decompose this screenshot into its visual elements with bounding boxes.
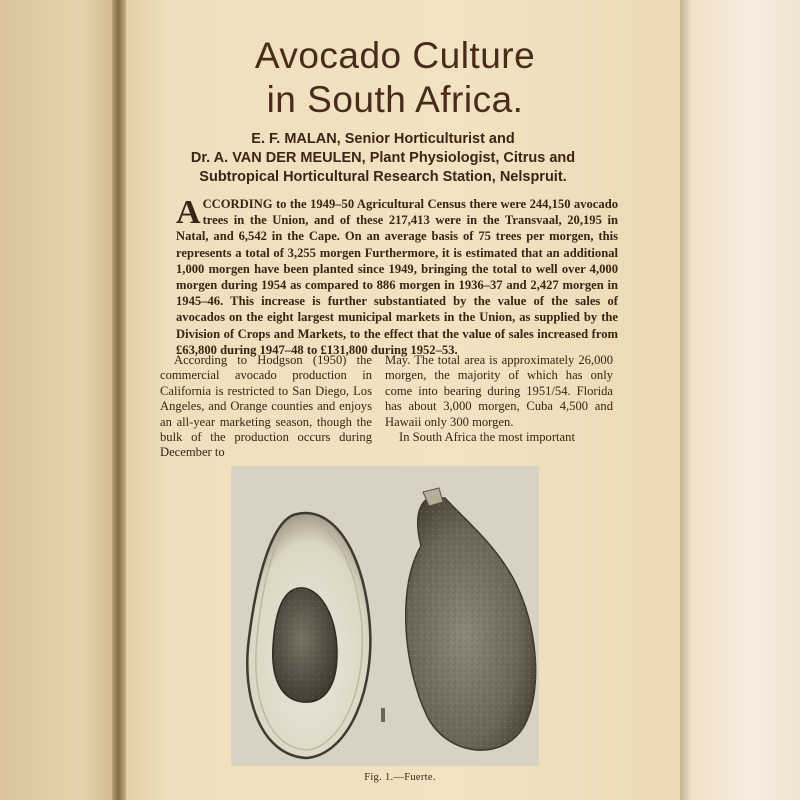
drop-cap: A — [176, 194, 201, 231]
authors-line-3: Subtropical Horticultural Research Station, Nelspruit. — [199, 169, 567, 185]
right-page-edge — [680, 0, 800, 800]
article-authors — [148, 130, 618, 187]
left-page — [0, 0, 118, 800]
intro-text: CCORDING to the 1949–50 Agricultural Census there were 244,150 avocado trees in the Union, and of these 217,413 were in the Transvaal, 20,195 in Natal, and 6,542 in the Cape. On an average basis of 75 trees per morgen, this represents a total of 3,255 morgen Furthermore, it is estimated that an additional 1,000 morgen have been planted since 1949, bringing the total to well over 4,000 morgen during 1954 as compared to 886 morgen in 1936–37 and 2,427 morgen in 1945–46. This increase is further substantiated by the value of the sales of avocados on the eight largest municipal markets in the Union, as supplied by the Division of Crops and Markets, to the effect that the value of sales increased from £63,800 during 1947–48 to £131,800 during 1952–53. — [176, 197, 618, 357]
intro-paragraph — [176, 196, 618, 358]
article-title — [160, 34, 630, 122]
authors-line-1: E. F. MALAN, Senior Horticulturist and — [251, 131, 515, 147]
title-line-2: in South Africa. — [266, 79, 524, 120]
body-column-left: According to Hodgson (1950) the commercial avocado production in California is restricted to San Diego, Los Angeles, and Orange counties and enjoys an all-year marketing season, though the bulk of the production occurs during December to — [160, 353, 372, 460]
authors-line-2: Dr. A. VAN DER MEULEN, Plant Physiologist, Citrus and — [190, 150, 576, 166]
title-line-1: Avocado Culture — [254, 35, 536, 76]
right-column-paragraph-2: In South Africa the most important — [399, 430, 575, 445]
avocado-photo — [231, 466, 539, 766]
figure-caption: Fig. 1.—Fuerte. — [364, 772, 436, 783]
avocado-illustration — [231, 466, 539, 766]
book-gutter — [112, 0, 126, 800]
right-column-paragraph-1: May. The total area is approximately 26,000 morgen, the majority of which has only come into bearing during 1951/54. Florida has about 3,000 morgen, Cuba 4,500 and Hawaii only 300 morgen. — [385, 353, 613, 429]
body-column-right — [385, 353, 613, 445]
